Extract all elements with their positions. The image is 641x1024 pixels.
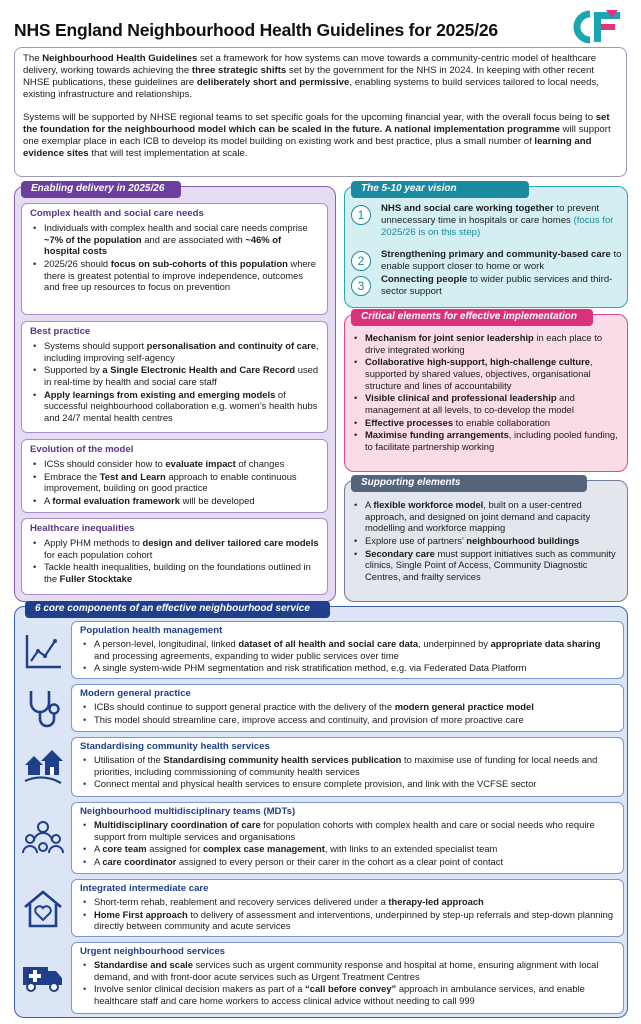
bullet-item	[80, 701, 615, 713]
bold-text: focus on sub-cohorts of this population	[110, 257, 288, 269]
bold-text: “call before convey”	[305, 983, 397, 995]
bullet-item	[80, 856, 615, 868]
text-run: must support initiatives such as community clinics, Single Point of Access, Community Diagnostic Centres, and frailty services	[365, 547, 616, 582]
bold-text: Connecting people	[381, 274, 468, 285]
header	[14, 12, 628, 44]
critical-list	[351, 332, 623, 454]
step-number-1: 1	[351, 205, 371, 225]
ambulance-icon	[21, 953, 65, 997]
component-title: Population health management	[80, 625, 223, 636]
text-run: , supported by shared values, objectives, organisational structure and lines of accountability	[365, 356, 593, 391]
bold-text: ~7% of the population	[44, 233, 142, 245]
component-title: Neighbourhood multidisciplinary teams (MDTs)	[80, 806, 296, 817]
bold-text: evaluate impact	[165, 457, 236, 469]
team-people-icon	[21, 815, 65, 859]
bullet-item	[80, 819, 615, 842]
bullet-item	[351, 535, 623, 547]
text-run: and processing agreements, expanding to wider public services over time	[94, 649, 399, 661]
home-heart-icon	[21, 887, 65, 931]
text-run: used in real-time by health and social care staff	[44, 364, 319, 387]
bullet-item	[351, 429, 623, 452]
text-run: to enable collaboration	[453, 416, 551, 428]
text-run: that will test implementation at scale.	[88, 147, 248, 159]
text-run: to enable support closer to home or work	[381, 249, 622, 272]
text-run: Supported by	[44, 364, 103, 376]
bullet-item	[351, 356, 623, 391]
bullet-item	[80, 778, 615, 790]
bold-text: neighbourhood buildings	[466, 534, 580, 546]
bullet-item	[30, 222, 319, 257]
text-run: will support one exemplar place in each ICB to develop its model building on existing work and best practice, plus a small number of	[23, 123, 611, 147]
bullet-item	[80, 638, 615, 661]
bullet-item	[351, 548, 623, 583]
text-run: approach to enable continuous improvement, building on good practice	[44, 470, 297, 494]
core-components-panel	[14, 603, 628, 1018]
text-run: Utilisation of the	[94, 753, 164, 765]
text-run: Embrace the	[44, 470, 100, 482]
text-run: The	[23, 53, 43, 64]
bold-text: Apply learnings from existing and emerging models	[44, 388, 276, 400]
bullet-item	[30, 340, 319, 363]
text-run: Apply PHM methods to	[44, 536, 143, 548]
bullet-item	[80, 754, 615, 777]
intro-box	[14, 47, 627, 177]
text-run: in each place to drive integrated working	[365, 332, 603, 355]
bold-text: Standardise and scale	[94, 958, 194, 970]
text-run: , including pooled funding, to facilitate partnership working	[365, 429, 618, 452]
vision-item	[351, 203, 623, 239]
text-run: assigned to every person or their carer in the cohort as a clear point of contact	[176, 855, 504, 867]
vision-panel	[344, 183, 628, 308]
bullet-item	[80, 959, 615, 982]
text-run: , built on a user-centred approach, and designed on joint demand and capacity modelling and workforce mapping	[365, 499, 591, 534]
bullet-item	[351, 499, 623, 534]
step-number-2: 2	[351, 251, 371, 271]
inequalities-card	[21, 518, 328, 595]
bold-text: deliberately short and permissive	[196, 76, 350, 88]
stethoscope-icon	[21, 687, 65, 731]
text-run: , including improving self-agency	[44, 339, 319, 363]
text-run: A	[94, 855, 103, 867]
critical-elements-heading: Critical elements for effective implementation	[351, 309, 593, 326]
component-card-population-health	[71, 621, 624, 679]
text-run: , enabling systems to build services tailored to local needs, existing infrastructure and relationships.	[23, 76, 599, 100]
bold-text: dataset of all health and social care data	[238, 637, 419, 649]
bold-text: NHS and social care working together	[381, 203, 554, 214]
text-run: of successful neighbourhood collaboration e.g. women’s health hubs and 24/7 mental health centres	[44, 388, 318, 423]
core-components-heading: 6 core components of an effective neighbourhood service	[25, 601, 330, 618]
vision-text	[381, 203, 623, 239]
text-run: Systems will be supported by NHSE regional teams to set specific goals for the upcoming financial year, with the overall focus being to	[23, 111, 596, 123]
supporting-elements-panel	[344, 477, 628, 602]
bold-text: Standardising community health services publication	[163, 753, 402, 765]
bullet-list	[30, 340, 319, 424]
enabling-delivery-heading: Enabling delivery in 2025/26	[21, 181, 181, 198]
vision-heading: The 5-10 year vision	[351, 181, 529, 198]
text-run: Connect mental and physical health services to ensure complete provision, and link with the VCFSE sector	[94, 778, 537, 790]
component-title: Integrated intermediate care	[80, 883, 209, 894]
bold-text: core team	[102, 843, 147, 855]
bold-text: Test and Learn	[99, 470, 166, 482]
text-run: and management at all levels, to co-develop the model	[365, 392, 575, 415]
critical-elements-panel	[344, 311, 628, 472]
bullet-list	[80, 638, 615, 674]
bold-text: Multidisciplinary coordination of care	[94, 818, 261, 830]
text-run: , underpinned by	[418, 637, 491, 649]
text-run: to wider public services and third-sector support	[381, 274, 613, 297]
bold-text: ~46% of hospital costs	[44, 233, 282, 257]
bullet-list	[80, 754, 615, 790]
bullet-item	[30, 458, 319, 470]
bullet-list	[80, 701, 615, 725]
card-title: Best practice	[30, 326, 91, 337]
bold-text: modern general practice model	[394, 700, 534, 712]
text-run: Systems should support	[44, 339, 147, 351]
bullet-item	[80, 662, 615, 674]
vision-text	[381, 274, 623, 298]
bold-text: therapy-led approach	[388, 895, 484, 907]
text-run: ICBs should continue to support general practice with the delivery of the	[94, 700, 395, 712]
cf-logo-icon	[570, 10, 628, 44]
component-card-mdt	[71, 802, 624, 874]
enabling-delivery-panel	[14, 183, 336, 602]
bold-text: set the foundation for the neighbourhood model which can be scaled in the future.	[23, 111, 610, 135]
text-run: Involve senior clinical decision makers as part of a	[94, 983, 306, 995]
text-run: for each population cohort	[44, 548, 153, 560]
card-title: Complex health and social care needs	[30, 208, 204, 219]
bold-text: Visible clinical and professional leadership	[365, 392, 557, 404]
text-run: A	[94, 843, 103, 855]
bullet-item	[30, 364, 319, 387]
text-run: and are associated with	[141, 233, 246, 245]
card-title: Evolution of the model	[30, 444, 134, 455]
component-title: Modern general practice	[80, 688, 191, 699]
vision-item	[351, 249, 623, 273]
vision-item	[351, 274, 623, 298]
bold-text: learning and evidence sites	[23, 135, 592, 159]
bullet-item	[80, 896, 615, 908]
bullet-item	[30, 258, 319, 293]
bold-text: care coordinator	[102, 855, 177, 867]
vision-text	[381, 249, 623, 273]
step-number-3: 3	[351, 276, 371, 296]
bullet-item	[80, 909, 615, 932]
intro-paragraph-1	[23, 53, 618, 101]
component-card-urgent-services	[71, 942, 624, 1014]
bold-text: complex case management	[202, 843, 325, 855]
bullet-list	[80, 819, 615, 868]
evolution-card	[21, 439, 328, 513]
text-run: to maximise use of funding for local needs and priorities, including commissioning of community health services	[94, 753, 598, 777]
text-run: , with links to an extended specialist team	[324, 843, 498, 855]
bullet-item	[80, 983, 615, 1006]
bullet-item	[351, 417, 623, 429]
text-run: approach in ambulance services, and enable healthcare staff and care home workers to access clinical advice without needing to call 999	[94, 983, 585, 1006]
text-run: A single system-wide PHM segmentation and risk stratification method, e.g. via Federated Data Platform	[94, 662, 527, 674]
bullet-list	[80, 896, 615, 932]
text-run: assigned for	[146, 843, 203, 855]
text-run: This model should streamline care, improve access and continuity, and provision of more proactive care	[94, 713, 524, 725]
bold-text: three strategic shifts	[191, 64, 287, 76]
text-run: ICSs should consider how to	[44, 457, 166, 469]
vision-note: (focus for 2025/26 is on this step)	[381, 214, 614, 238]
text-run: services such as urgent community response and hospital at home, ensuring alignment with local demand, and with front-door acute services such as Urgent Treatment Centres	[94, 958, 599, 982]
bold-text: Home First approach	[94, 908, 188, 920]
bullet-list	[30, 222, 319, 293]
supporting-list	[351, 499, 623, 584]
text-run: for population cohorts with complex health and care or social needs who require support from multiple services and organisations	[94, 818, 595, 842]
text-run: to prevent unnecessary time in hospitals or care homes	[381, 203, 600, 226]
text-run: Explore use of partners’	[365, 534, 467, 546]
bullet-item	[30, 495, 319, 507]
bold-text: Mechanism for joint senior leadership	[365, 332, 534, 343]
community-houses-icon	[21, 743, 65, 787]
component-title: Standardising community health services	[80, 741, 270, 752]
bold-text: design and deliver tailored care models	[142, 536, 319, 548]
text-run: set a framework for how systems can move towards a community-centric model of healthcare delivery, working towards achieving the	[23, 53, 597, 76]
bullet-list	[30, 537, 319, 585]
text-run: Tackle health inequalities, building on the foundations outlined in the	[44, 561, 311, 584]
bullet-item	[30, 561, 319, 584]
bullet-item	[30, 537, 319, 560]
text-run: A person-level, longitudinal, linked	[94, 637, 239, 649]
bold-text: Fuller Stocktake	[59, 572, 133, 584]
bold-text: Maximise funding arrangements	[365, 429, 509, 441]
page-title: NHS England Neighbourhood Health Guidelines for 2025/26	[14, 20, 498, 40]
bold-text: Secondary care	[365, 547, 435, 559]
text-run: A	[365, 499, 374, 510]
text-run: where there is greatest potential to improve independence, outcomes and free up resources to focus on prevention	[44, 257, 316, 293]
bold-text: personalisation and continuity of care	[146, 339, 316, 351]
bullet-item	[80, 843, 615, 855]
bold-text: Strengthening primary and community-based care	[381, 249, 611, 260]
bullet-list	[80, 959, 615, 1007]
bold-text: Effective processes	[365, 416, 454, 428]
complex-needs-card	[21, 203, 328, 315]
component-card-community-health	[71, 737, 624, 797]
text-run: of changes	[235, 457, 285, 469]
bullet-list	[30, 458, 319, 507]
bullet-item	[351, 332, 623, 355]
text-run: set by the government for the NHS in 2024. In keeping with other recent NHSE publications, these guidelines are	[23, 64, 594, 88]
text-run: Short-term rehab, reablement and recovery services delivered under a	[94, 895, 389, 907]
supporting-elements-heading: Supporting elements	[351, 475, 587, 492]
text-run: 2025/26 should	[44, 257, 111, 269]
text-run: A	[44, 494, 53, 506]
bullet-item	[30, 471, 319, 494]
text-run: Individuals with complex health and social care needs comprise	[44, 221, 308, 233]
component-title: Urgent neighbourhood services	[80, 946, 225, 957]
bullet-item	[80, 714, 615, 726]
line-chart-icon	[21, 629, 65, 673]
component-card-general-practice	[71, 684, 624, 732]
bold-text: A national implementation programme	[384, 123, 560, 135]
component-card-intermediate-care	[71, 879, 624, 937]
bullet-item	[30, 389, 319, 424]
card-title: Healthcare inequalities	[30, 523, 135, 534]
intro-paragraph-2	[23, 112, 618, 160]
bold-text: Neighbourhood Health Guidelines	[42, 53, 198, 64]
bullet-item	[351, 392, 623, 415]
bold-text: formal evaluation framework	[52, 494, 180, 506]
bold-text: a Single Electronic Health and Care Record	[102, 364, 296, 376]
text-run: to delivery of assessment and interventions, underpinned by step-up referrals and step-down planning directly between community and acute services	[94, 908, 614, 932]
bold-text: Collaborative high-support, high-challenge culture	[365, 356, 591, 368]
best-practice-card	[21, 321, 328, 433]
bold-text: appropriate data sharing	[490, 637, 601, 649]
text-run: will be developed	[180, 494, 255, 506]
bold-text: flexible workforce model	[373, 499, 484, 510]
